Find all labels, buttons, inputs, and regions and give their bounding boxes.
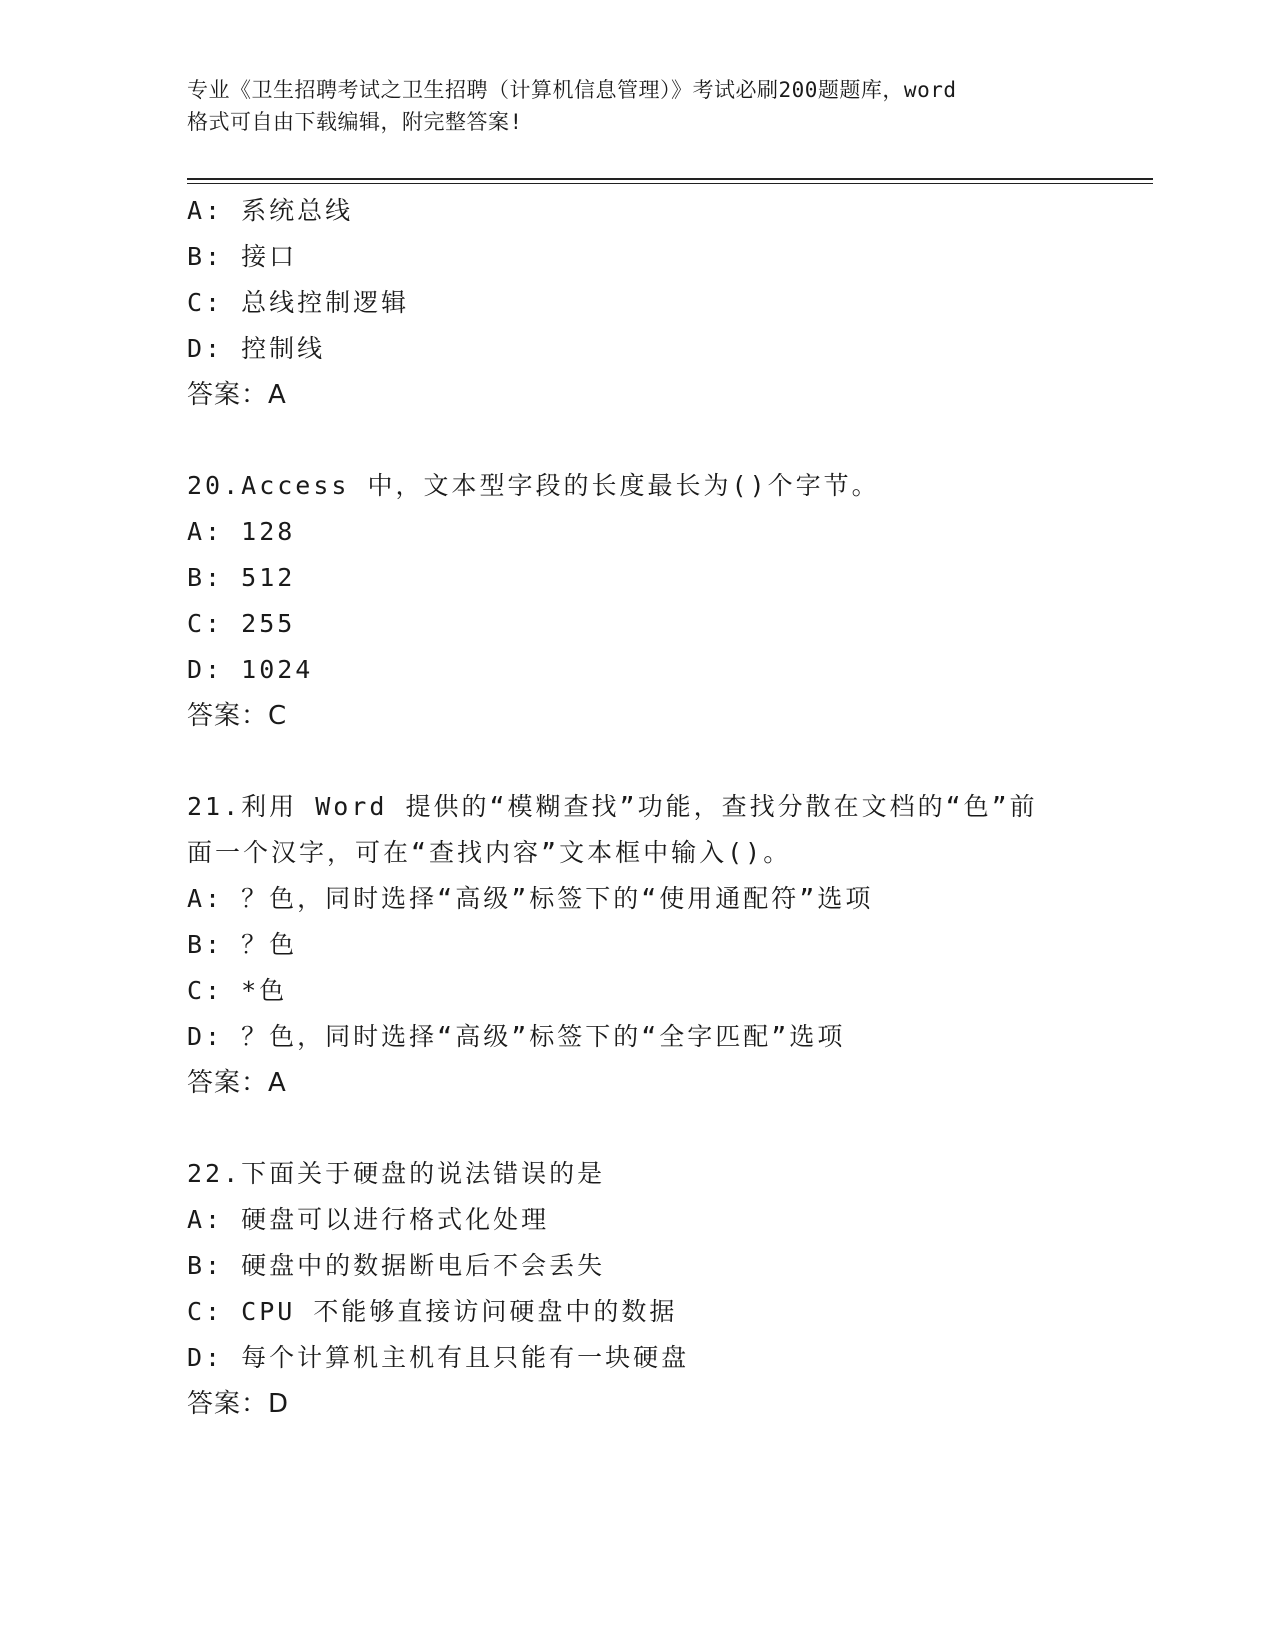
question-19-block	[187, 188, 1153, 418]
option-b: B: ？色	[187, 930, 298, 959]
option-b: B: 接口	[187, 242, 298, 271]
option-d: D: 每个计算机主机有且只能有一块硬盘	[187, 1343, 690, 1372]
answer-line: 答案：A	[187, 380, 287, 410]
header-divider-thin	[187, 183, 1153, 184]
question-text: 20.Access 中，文本型字段的长度最长为()个字节。	[187, 471, 880, 500]
option-d: D: 控制线	[187, 334, 326, 363]
option-b: B: 硬盘中的数据断电后不会丢失	[187, 1251, 606, 1280]
question-22-block	[187, 1151, 1153, 1427]
option-d: D: ？色，同时选择“高级”标签下的“全字匹配”选项	[187, 1022, 846, 1051]
spacer	[187, 739, 1153, 784]
question-text-line-1: 21.利用 Word 提供的“模糊查找”功能，查找分散在文档的“色”前	[187, 792, 1038, 821]
option-a: A: 系统总线	[187, 196, 354, 225]
option-b: B: 512	[187, 563, 296, 592]
spacer	[187, 1106, 1153, 1151]
answer-line: 答案：C	[187, 701, 288, 731]
answer-line: 答案：A	[187, 1068, 287, 1098]
intro-line-1: 专业《卫生招聘考试之卫生招聘（计算机信息管理）》考试必刷200题题库，word	[187, 78, 957, 102]
question-text-line-2: 面一个汉字，可在“查找内容”文本框中输入()。	[187, 838, 792, 867]
option-a: A: 硬盘可以进行格式化处理	[187, 1205, 550, 1234]
question-20-block	[187, 463, 1153, 739]
option-d: D: 1024	[187, 655, 314, 684]
question-text: 22.下面关于硬盘的说法错误的是	[187, 1159, 606, 1188]
header-divider-thick	[187, 178, 1153, 180]
question-list	[187, 188, 1153, 1427]
question-21-block	[187, 784, 1153, 1106]
option-a: A: ？色，同时选择“高级”标签下的“使用通配符”选项	[187, 884, 874, 913]
document-intro	[187, 74, 1087, 138]
spacer	[187, 418, 1153, 463]
option-c: C: 255	[187, 609, 296, 638]
option-c: C: CPU 不能够直接访问硬盘中的数据	[187, 1297, 678, 1326]
option-a: A: 128	[187, 517, 296, 546]
intro-line-2: 格式可自由下载编辑，附完整答案!	[187, 110, 523, 134]
option-c: C: *色	[187, 976, 288, 1005]
answer-line: 答案：D	[187, 1389, 290, 1419]
option-c: C: 总线控制逻辑	[187, 288, 410, 317]
